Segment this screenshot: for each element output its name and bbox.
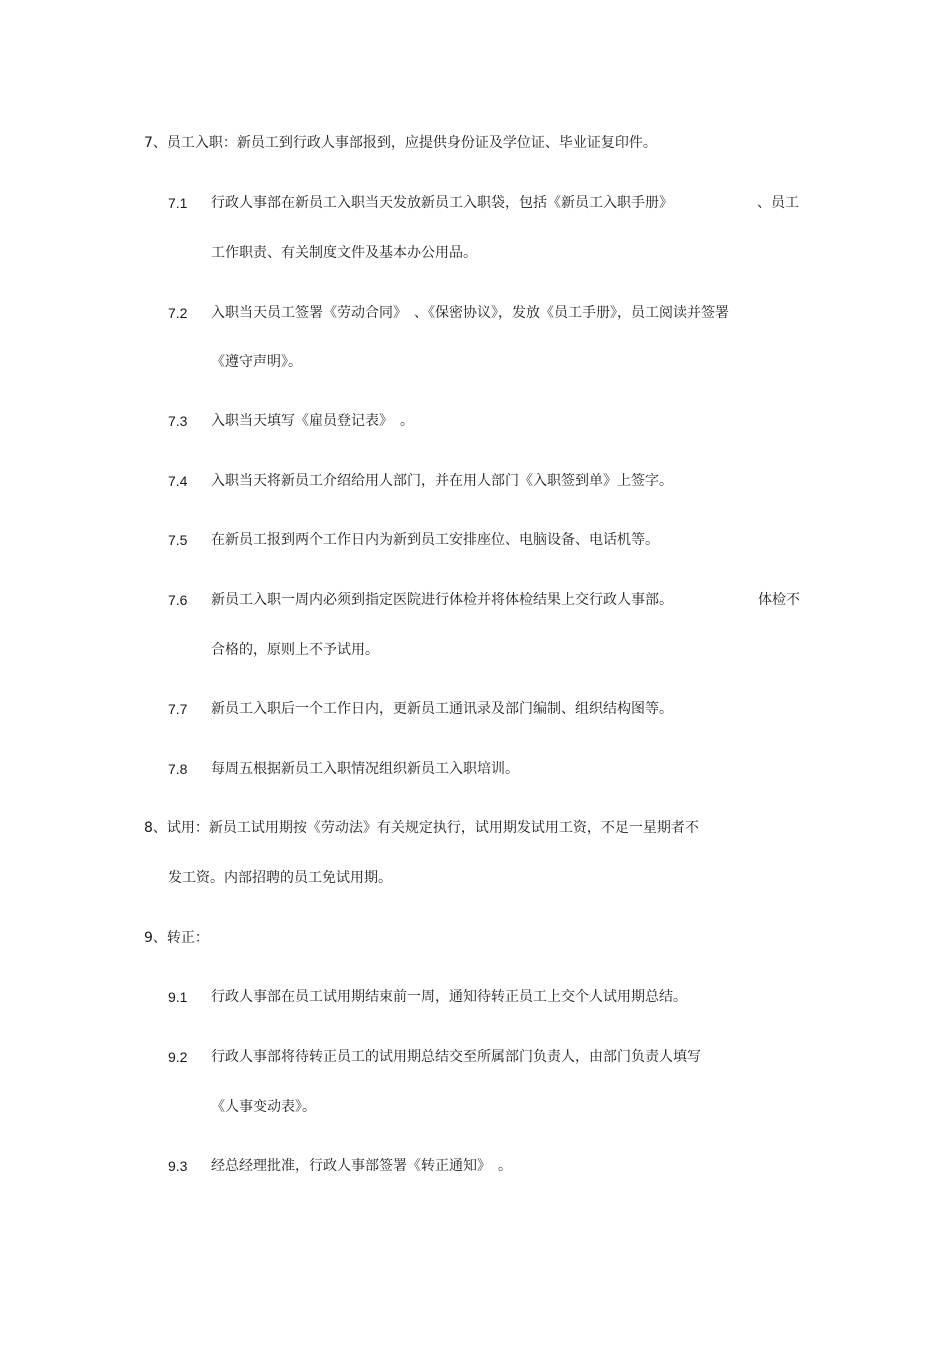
item-number: 7.6 [168,592,188,608]
item-text: 行政人事部在员工试用期结束前一周，通知待转正员工上交个人试用期总结。 [211,989,687,1005]
item-text: 新员工入职后一个工作日内，更新员工通讯录及部门编制、组织结构图等。 [211,701,673,717]
item-text: 入职当天员工签署《劳动合同》 、《保密协议》，发放《员工手册》，员工阅读并签署 [211,305,729,321]
item-text: 新员工入职一周内必须到指定医院进行体检并将体检结果上交行政人事部。 [211,592,673,608]
item-text-continued: 工作职责、有关制度文件及基本办公用品。 [211,245,477,261]
section-heading: 7、员工入职：新员工到行政人事部报到，应提供身份证及学位证、毕业证复印件。 [144,135,657,151]
item-number: 7.7 [168,701,188,717]
section-heading: 9、转正： [144,930,209,946]
item-text: 入职当天将新员工介绍给用人部门，并在用人部门《入职签到单》上签字。 [211,473,673,489]
item-number: 9.1 [168,989,188,1005]
item-text: 经总经理批准，行政人事部签署《转正通知》 。 [211,1158,512,1174]
section-heading-continued: 发工资。内部招聘的员工免试用期。 [168,870,392,886]
item-text: 行政人事部在新员工入职当天发放新员工入职袋，包括《新员工入职手册》 [211,195,673,211]
item-text-tail: 体检不 [758,592,800,608]
item-text-continued: 《遵守声明》。 [211,354,302,370]
item-text: 每周五根据新员工入职情况组织新员工入职培训。 [211,761,519,777]
item-number: 7.4 [168,473,188,489]
item-text: 在新员工报到两个工作日内为新到员工安排座位、电脑设备、电话机等。 [211,532,659,548]
item-text: 入职当天填写《雇员登记表》 。 [211,413,414,429]
item-text-continued: 《人事变动表》。 [211,1099,316,1115]
item-number: 7.1 [168,195,188,211]
item-number: 9.3 [168,1158,188,1174]
item-text-continued: 合格的，原则上不予试用。 [211,642,379,658]
item-number: 7.5 [168,532,188,548]
item-number: 9.2 [168,1049,188,1065]
section-heading: 8、试用：新员工试用期按《劳动法》有关规定执行，试用期发试用工资，不足一星期者不 [144,820,699,836]
item-number: 7.8 [168,761,188,777]
item-number: 7.2 [168,305,188,321]
item-text-tail: 、员工 [757,195,799,211]
item-number: 7.3 [168,413,188,429]
item-text: 行政人事部将待转正员工的试用期总结交至所属部门负责人，由部门负责人填写 [211,1049,701,1065]
